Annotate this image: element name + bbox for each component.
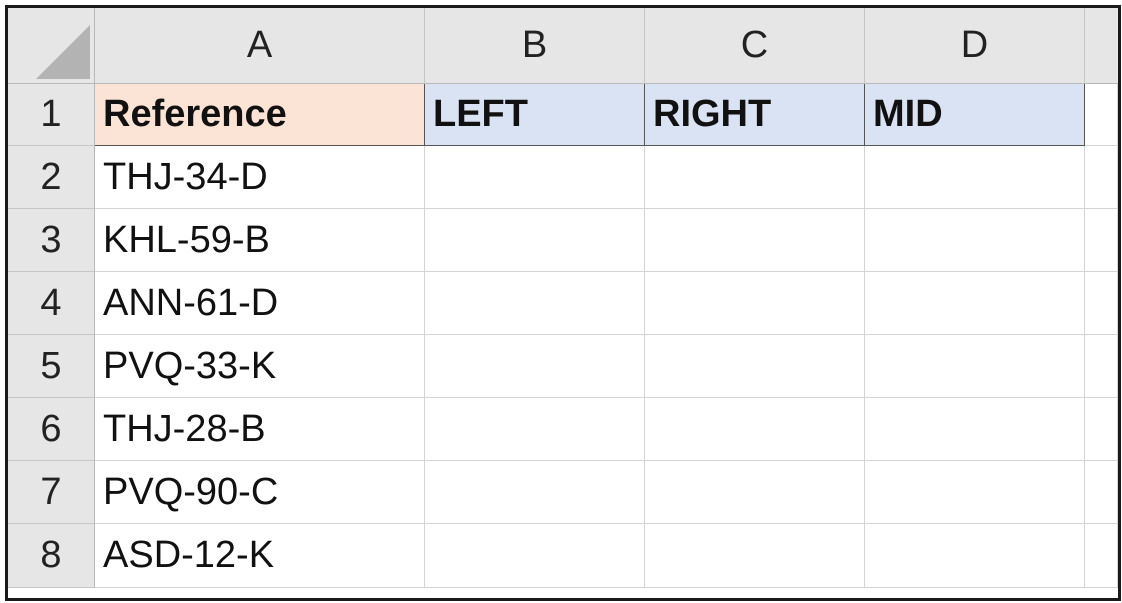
cell-b1[interactable]: LEFT — [425, 84, 645, 146]
select-all-triangle-icon — [36, 25, 90, 79]
cell-b5[interactable] — [425, 335, 645, 398]
cell-e1[interactable] — [1085, 84, 1118, 146]
cell-c2[interactable] — [645, 146, 865, 209]
cell-e3[interactable] — [1085, 209, 1118, 272]
cell-d1[interactable]: MID — [865, 84, 1085, 146]
cell-d8[interactable] — [865, 524, 1085, 588]
cell-a5[interactable]: PVQ-33-K — [95, 335, 425, 398]
cell-b8[interactable] — [425, 524, 645, 588]
cell-a7[interactable]: PVQ-90-C — [95, 461, 425, 524]
row-header-8[interactable]: 8 — [8, 524, 95, 588]
cell-e5[interactable] — [1085, 335, 1118, 398]
cell-c4[interactable] — [645, 272, 865, 335]
cell-d2[interactable] — [865, 146, 1085, 209]
cell-a3[interactable]: KHL-59-B — [95, 209, 425, 272]
cell-a2[interactable]: THJ-34-D — [95, 146, 425, 209]
cell-a8[interactable]: ASD-12-K — [95, 524, 425, 588]
cell-c5[interactable] — [645, 335, 865, 398]
cell-b7[interactable] — [425, 461, 645, 524]
spreadsheet-frame — [5, 5, 1121, 601]
cell-a4[interactable]: ANN-61-D — [95, 272, 425, 335]
column-header-d[interactable]: D — [865, 8, 1085, 84]
cell-d3[interactable] — [865, 209, 1085, 272]
cell-a6[interactable]: THJ-28-B — [95, 398, 425, 461]
row-header-6[interactable]: 6 — [8, 398, 95, 461]
cell-b6[interactable] — [425, 398, 645, 461]
cell-c7[interactable] — [645, 461, 865, 524]
cell-d4[interactable] — [865, 272, 1085, 335]
row-header-4[interactable]: 4 — [8, 272, 95, 335]
cell-b4[interactable] — [425, 272, 645, 335]
cell-e2[interactable] — [1085, 146, 1118, 209]
cell-b2[interactable] — [425, 146, 645, 209]
cell-d6[interactable] — [865, 398, 1085, 461]
row-header-7[interactable]: 7 — [8, 461, 95, 524]
column-header-c[interactable]: C — [645, 8, 865, 84]
cell-e6[interactable] — [1085, 398, 1118, 461]
cell-d5[interactable] — [865, 335, 1085, 398]
column-header-e-partial[interactable] — [1085, 8, 1118, 84]
cell-c8[interactable] — [645, 524, 865, 588]
cell-e8[interactable] — [1085, 524, 1118, 588]
cell-c1[interactable]: RIGHT — [645, 84, 865, 146]
cell-a1[interactable]: Reference — [95, 84, 425, 146]
cell-d7[interactable] — [865, 461, 1085, 524]
select-all-corner[interactable] — [8, 8, 95, 84]
cell-e4[interactable] — [1085, 272, 1118, 335]
row-header-5[interactable]: 5 — [8, 335, 95, 398]
row-header-2[interactable]: 2 — [8, 146, 95, 209]
cell-c6[interactable] — [645, 398, 865, 461]
cell-c3[interactable] — [645, 209, 865, 272]
cell-e7[interactable] — [1085, 461, 1118, 524]
column-header-b[interactable]: B — [425, 8, 645, 84]
cell-b3[interactable] — [425, 209, 645, 272]
row-header-1[interactable]: 1 — [8, 84, 95, 146]
row-header-3[interactable]: 3 — [8, 209, 95, 272]
column-header-a[interactable]: A — [95, 8, 425, 84]
spreadsheet-grid — [8, 8, 1118, 588]
